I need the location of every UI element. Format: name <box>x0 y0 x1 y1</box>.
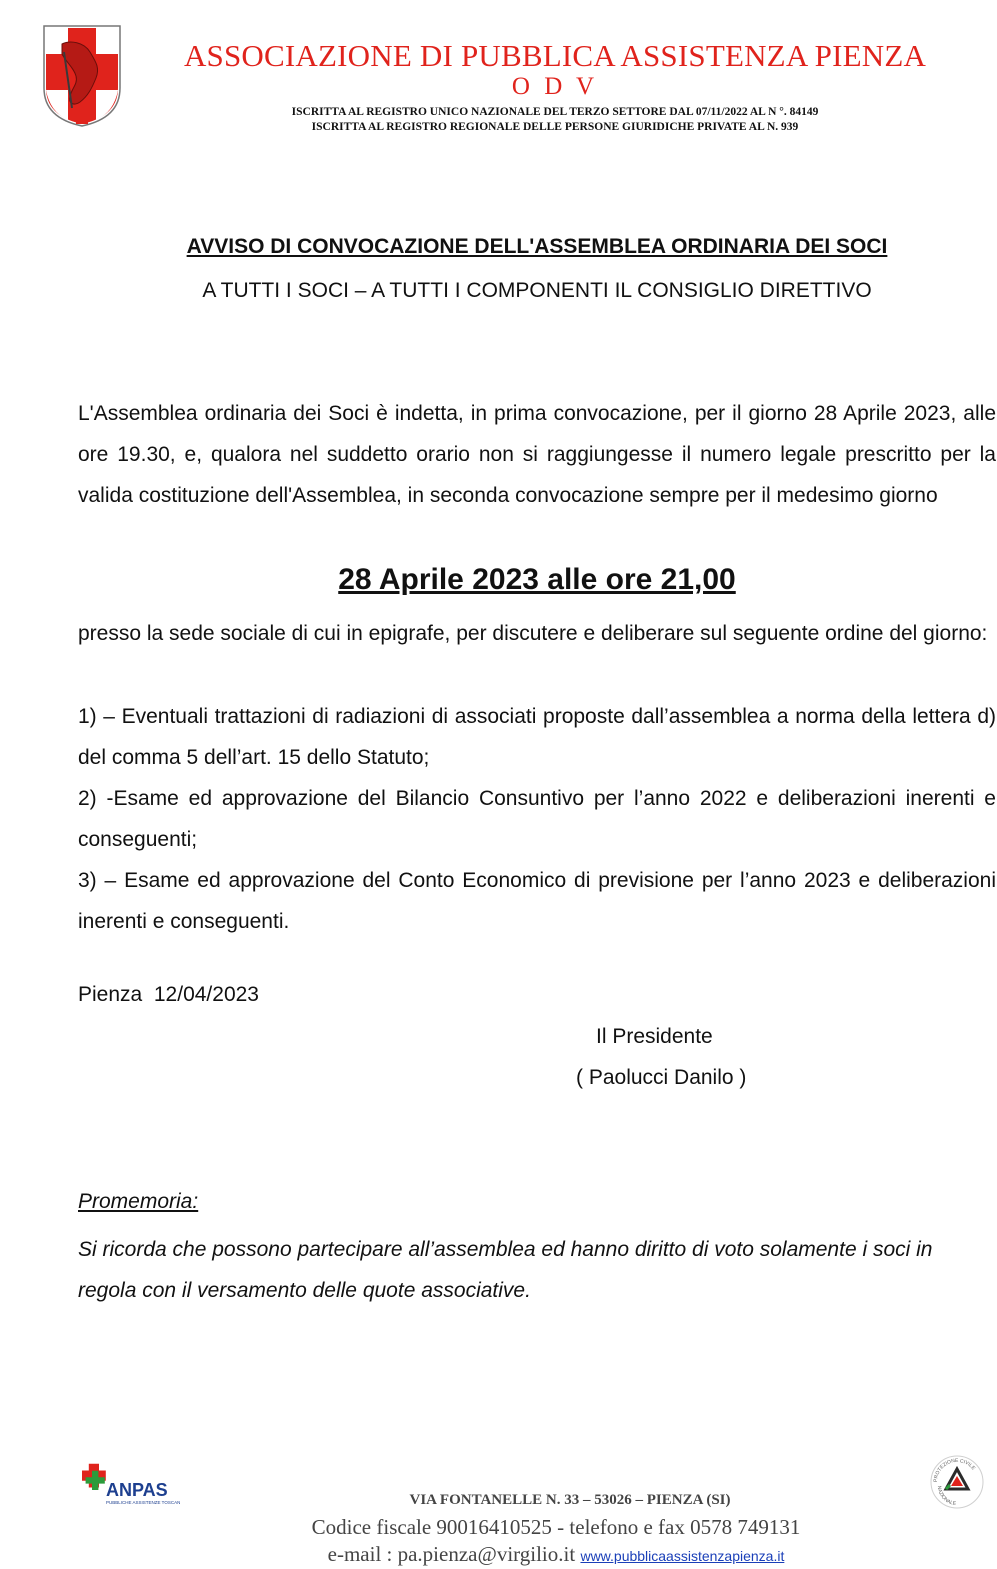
place-and-date: Pienza 12/04/2023 <box>78 983 259 1006</box>
footer-address: VIA FONTANELLE N. 33 – 53026 – PIENZA (SI) <box>409 1492 731 1508</box>
agenda-item-1: 1) – Eventuali trattazioni di radiazioni di associati proposte dall’assemblea a norma della lettera d) del comma 5 dell’art. 15 dello Statuto; <box>78 705 996 769</box>
agenda-item-2: 2) -Esame ed approvazione del Bilancio Consuntivo per l’anno 2022 e deliberazioni inerenti e conseguenti; <box>78 787 996 851</box>
agenda-list <box>78 696 996 942</box>
organization-suffix: O D V <box>511 73 599 100</box>
reminder-heading: Promemoria: <box>78 1190 199 1213</box>
agenda-item-3: 3) – Esame ed approvazione del Conto Economico di previsione per l’anno 2023 e deliberazioni inerenti e conseguenti. <box>78 869 996 933</box>
registry-line-national: ISCRITTA AL REGISTRO UNICO NAZIONALE DEL TERZO SETTORE DAL 07/11/2022 AL N °. 84149 <box>291 106 819 118</box>
notice-recipients: A TUTTI I SOCI – A TUTTI I COMPONENTI IL CONSIGLIO DIRETTIVO <box>202 279 872 302</box>
signatory-role: Il Presidente <box>596 1025 713 1048</box>
organization-name: ASSOCIAZIONE DI PUBBLICA ASSISTENZA PIENZA <box>183 38 927 73</box>
agenda-intro-paragraph: presso la sede sociale di cui in epigrafe, per discutere e deliberare sul seguente ordine del giorno: <box>78 622 988 645</box>
website-link[interactable]: www.pubblicaassistenzapienza.it <box>580 1548 785 1564</box>
footer-fiscal-phone: Codice fiscale 90016410525 - telefono e fax 0578 749131 <box>311 1515 801 1539</box>
footer-contact-line <box>0 1542 997 1567</box>
second-call-date: 28 Aprile 2023 alle ore 21,00 <box>338 563 736 596</box>
convocation-paragraph: L'Assemblea ordinaria dei Soci è indetta, in prima convocazione, per il giorno 28 Aprile 2023, alle ore 19.30, e, qualora nel suddetto orario non si raggiungesse il numero legale prescritto per la valida costituzione dell'Assemblea, in seconda convocazione sempre per il medesimo giorno <box>78 402 996 507</box>
pc-arc-text-bottom: NAZIONALE <box>935 1485 957 1508</box>
signatory-name: ( Paolucci Danilo ) <box>576 1066 747 1089</box>
notice-title: AVVISO DI CONVOCAZIONE DELL'ASSEMBLEA ORDINARIA DEI SOCI <box>186 235 888 258</box>
anpas-sub-label: PUBBLICHE ASSISTENZE TOSCANE <box>106 1500 180 1505</box>
pc-arc-text-top: PROTEZIONE CIVILE <box>932 1457 977 1483</box>
association-logo <box>40 22 124 130</box>
footer-email: e-mail : pa.pienza@virgilio.it <box>327 1542 576 1566</box>
reminder-text: Si ricorda che possono partecipare all’assemblea ed hanno diritto di voto solamente i soci in regola con il versamento delle quote associative. <box>78 1238 933 1302</box>
registry-line-regional: ISCRITTA AL REGISTRO REGIONALE DELLE PERSONE GIURIDICHE PRIVATE AL N. 939 <box>311 121 799 133</box>
anpas-label: ANPAS <box>106 1480 168 1500</box>
